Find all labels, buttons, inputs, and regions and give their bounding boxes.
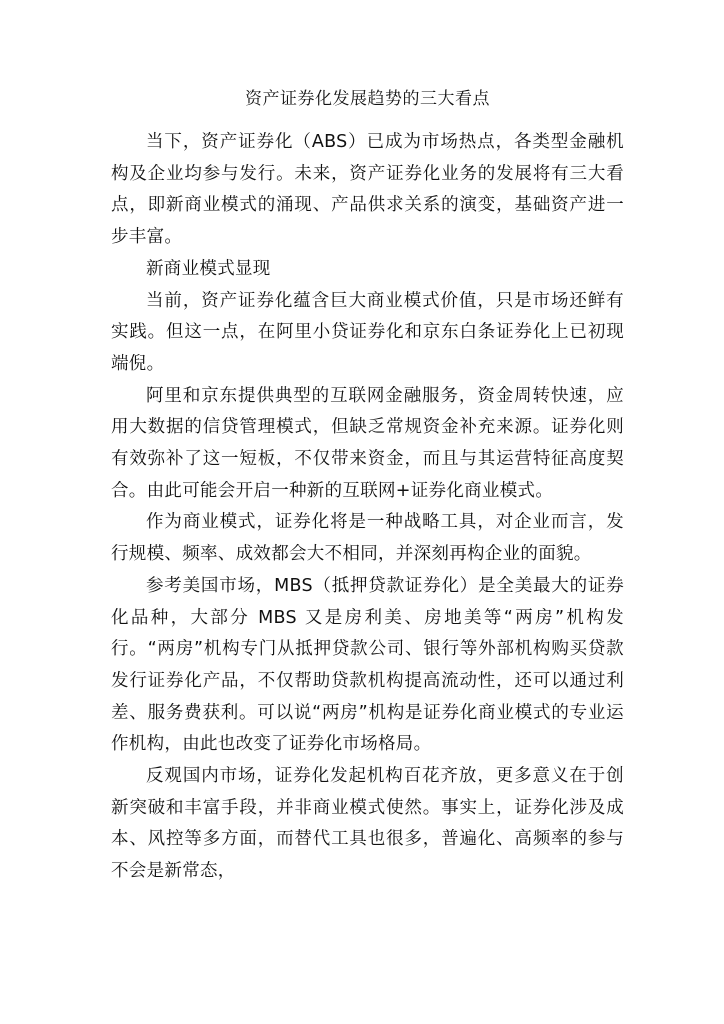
paragraph-current-practice: 当前，资产证券化蕴含巨大商业模式价值，只是市场还鲜有实践。但这一点，在阿里小贷证券化和京东白条证券化上已初现端倪。 <box>111 290 624 374</box>
paragraph-domestic-market: 反观国内市场，证券化发起机构百花齐放，更多意义在于创新突破和丰富手段，并非商业模式使然。事实上，证券化涉及成本、风控等多方面，而替代工具也很多，普遍化、高频率的参与不会是新常态， <box>111 766 624 882</box>
section-heading: 新商业模式显现 <box>146 258 271 279</box>
document-title: 资产证券化发展趋势的三大看点 <box>245 89 490 109</box>
paragraph-strategy-tool: 作为商业模式，证券化将是一种战略工具，对企业而言，发行规模、频率、成效都会大不相同，并深刻再构企业的面貌。 <box>111 512 624 565</box>
paragraph-us-market: 参考美国市场，MBS（抵押贷款证券化）是全美最大的证券化品种，大部分 MBS 又是房利美、房地美等“两房”机构发行。“两房”机构专门从抵押贷款公司、银行等外部机构购买贷款发行证券化产品，不仅帮助贷款机构提高流动性，还可以通过利差、服务费获利。可以说“两房”机构是证券化商业模式的专业运作机构，由此也改变了证券化市场格局。 <box>111 575 624 755</box>
paragraph-intro: 当下，资产证券化（ABS）已成为市场热点，各类型金融机构及企业均参与发行。未来，资产证券化业务的发展将有三大看点，即新商业模式的涌现、产品供求关系的演变，基础资产进一步丰富。 <box>111 132 624 248</box>
paragraph-ali-jd: 阿里和京东提供典型的互联网金融服务，资金周转快速，应用大数据的信贷管理模式，但缺乏常规资金补充来源。证券化则有效弥补了这一短板，不仅带来资金，而且与其运营特征高度契合。由此可能会开启一种新的互联网+证券化商业模式。 <box>111 385 624 501</box>
